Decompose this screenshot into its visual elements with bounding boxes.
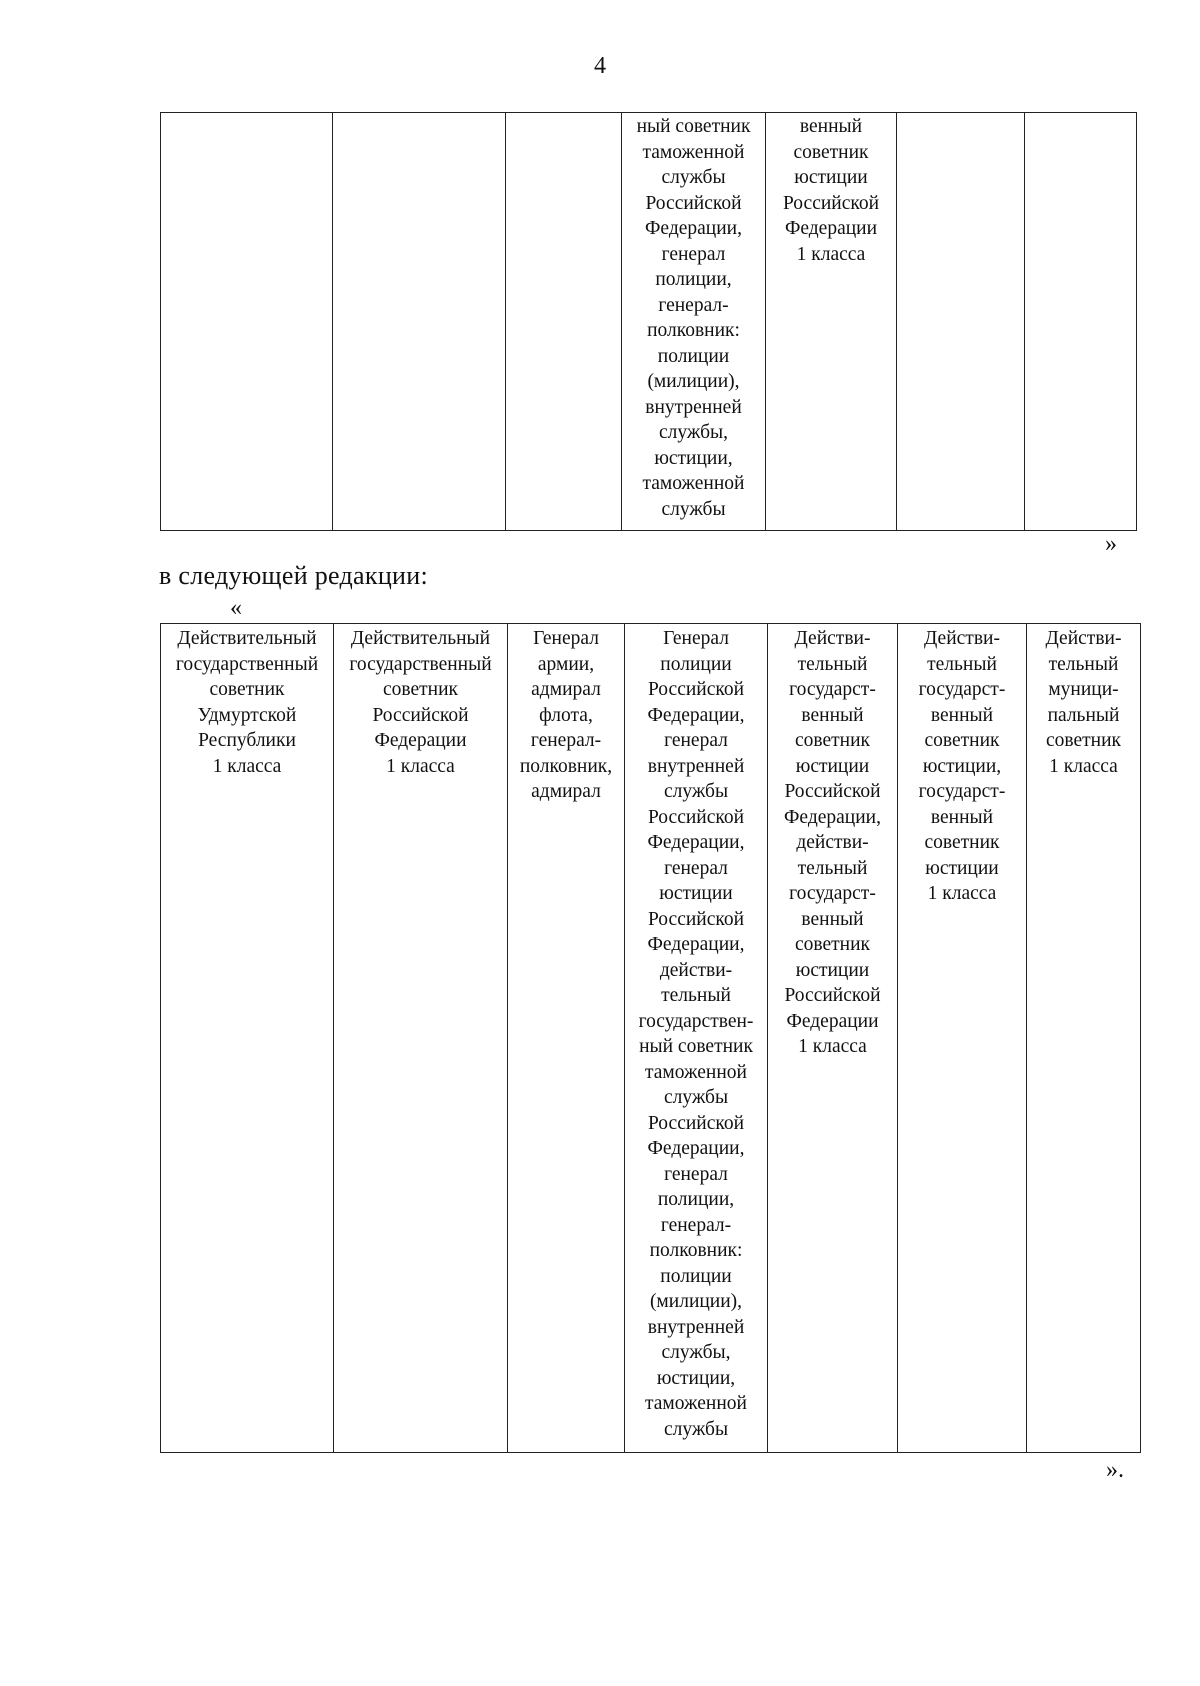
- table-row: [161, 113, 1137, 531]
- table-cell: венный советник юстиции Российской Федерации 1 класса: [766, 113, 897, 531]
- table-cell: Действительный государственный советник Удмуртской Республики 1 класса: [161, 624, 334, 1453]
- table-cell: [506, 113, 622, 531]
- closing-quote: »: [1105, 531, 1117, 557]
- table-cell: Действи- тельный государст- венный советник юстиции, государст- венный советник юстиции 1 класса: [898, 624, 1027, 1453]
- table-cell: Действительный государственный советник Российской Федерации 1 класса: [334, 624, 508, 1453]
- intro-text: в следующей редакции:: [159, 561, 428, 590]
- table-cell: [897, 113, 1025, 531]
- table-cell: [1025, 113, 1137, 531]
- opening-quote: «: [230, 595, 242, 621]
- table-cell: Генерал полиции Российской Федерации, генерал внутренней службы Российской Федерации, генерал юстиции Российской Федерации, действи- тельный государствен- ный советник таможенной службы Российской Федерации, генерал полиции, генерал- полковник: полиции (милиции), внутренней службы, юстиции, таможенной службы: [625, 624, 768, 1453]
- table-cell: Действи- тельный муници- пальный советник 1 класса: [1027, 624, 1141, 1453]
- table-cell: [161, 113, 333, 531]
- new-edition-table: [160, 623, 1141, 1453]
- table-cell: Генерал армии, адмирал флота, генерал- полковник, адмирал: [508, 624, 625, 1453]
- page-number: 4: [594, 53, 606, 79]
- closing-quote-final: ».: [1106, 1457, 1124, 1483]
- table-cell: ный советник таможенной службы Российской Федерации, генерал полиции, генерал- полковник: полиции (милиции), внутренней службы, юстиции, таможенной службы: [622, 113, 766, 531]
- table-row: [161, 624, 1141, 1453]
- table-cell: Действи- тельный государст- венный советник юстиции Российской Федерации, действи- тельный государст- венный советник юстиции Российской Федерации 1 класса: [768, 624, 898, 1453]
- continued-table: [160, 112, 1137, 531]
- table-cell: [333, 113, 506, 531]
